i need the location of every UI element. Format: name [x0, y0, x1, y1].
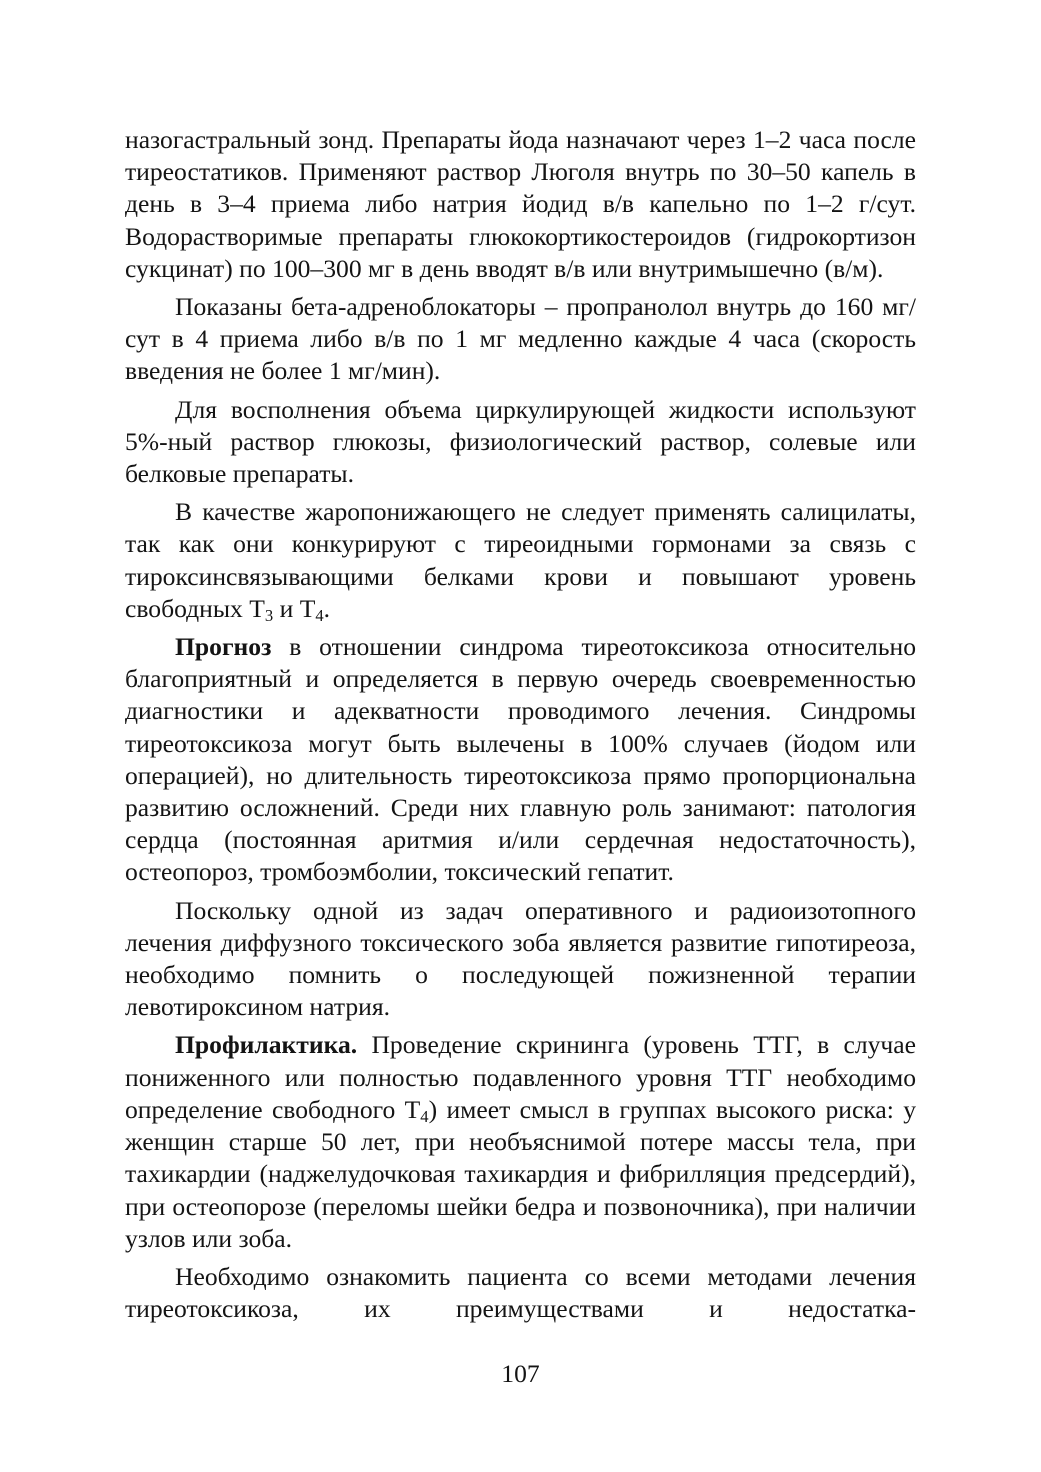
text-span: Показаны бета-адреноблокаторы – пропранолол внутрь до 160 мг/сут в 4 приема либо в/в по 1 мг медленно каждые 4 часа (скорость введения не более 1 мг/мин). [125, 292, 916, 386]
text-span: назогастральный зонд. Препараты йода назначают через 1–2 часа после тиреостатиков. Применяют раствор Люголя внутрь по 30–50 капель в день в 3–4 приема либо натрия йодид в/в капельно по 1–2 г/сут. Водорастворимые препараты глюкокортикостероидов (гидрокортизон сукцинат) по 100–300 мг в день вводят в/в или внутримышечно (в/м). [125, 125, 916, 283]
text-span: Для восполнения объема циркулирующей жидкости используют 5%-ный раствор глюкозы, физиологический раствор, солевые или белковые препараты. [125, 394, 916, 489]
paragraph [125, 291, 916, 388]
text-span: Необходимо ознакомить пациента со всеми методами лечения тиреотоксикоза, их преимуществами и недостатка- [125, 1261, 916, 1324]
paragraph-prognosis [125, 631, 916, 889]
text-span: и Т [273, 593, 316, 623]
page-text-body [125, 124, 916, 1331]
text-span: . [323, 593, 331, 623]
paragraph [125, 895, 916, 1024]
text-span: Проведение скрининга (уровень ТТГ, в случае пониженного или полностью подавленного уровня ТТГ необходимо определение свободного Т [125, 1030, 916, 1124]
subscript: 4 [315, 606, 324, 625]
run-in-heading-prevention: Профилактика. [175, 1030, 358, 1060]
text-span: Поскольку одной из задач оперативного и радиоизотопного лечения диффузного токсического зоба является развитие гипотиреоза, необходимо помнить о последующей пожизненной терапии левотироксином натрия. [125, 895, 916, 1022]
text-span: в отношении синдрома тиреотоксикоза относительно благоприятный и определяется в первую очередь своевременностью диагностики и адекватности проводимого лечения. Синдромы тиреотоксикоза могут быть вылечены в 100% случаев (йодом или операцией), но длительность тиреотоксикоза прямо пропорциональна развитию осложнений. Среди них главную роль занимают: патология сердца (постоянная аритмия и/или сердечная недостаточность), остеопороз, тромбоэмболии, токсический гепатит. [125, 632, 916, 887]
subscript: 3 [264, 606, 274, 625]
paragraph [125, 124, 916, 285]
paragraph [125, 496, 916, 625]
run-in-heading-prognosis: Прогноз [175, 632, 272, 662]
paragraph [125, 1261, 916, 1325]
subscript: 4 [420, 1107, 429, 1127]
text-span: В качестве жаропонижающего не следует применять салицилаты, так как они конкурируют с тиреоидными гормонами за связь с тироксинсвязывающими белками крови и повышают уровень свободных Т [125, 497, 916, 623]
paragraph [125, 394, 916, 491]
text-span: ) имеет смысл в группах высокого риска: у женщин старше 50 лет, при необъяснимой потере массы тела, при тахикардии (наджелудочковая тахикардия и фибрилляция предсердий), при остеопорозе (переломы шейки бедра и позвоночника), при наличии узлов или зоба. [125, 1094, 916, 1253]
paragraph-prevention [125, 1029, 916, 1254]
page-number: 107 [501, 1359, 540, 1388]
